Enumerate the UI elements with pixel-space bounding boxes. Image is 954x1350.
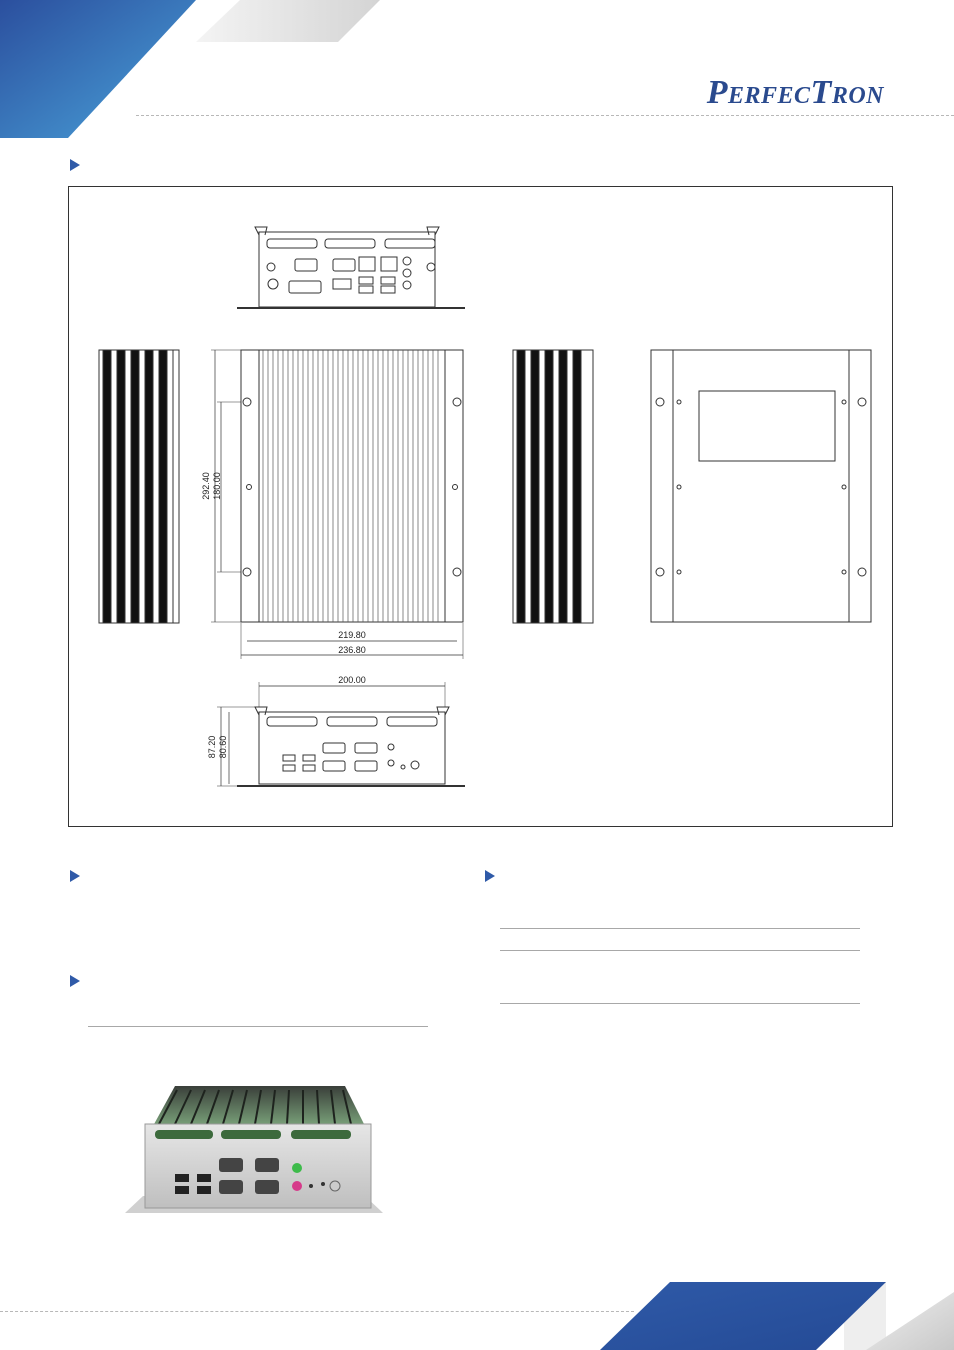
mechanical-drawing-frame [68, 186, 893, 827]
dim-height-front-total: 87.20 [207, 735, 217, 759]
section-arrow-icon [70, 159, 80, 171]
dim-height-total: 292.40 [201, 472, 211, 500]
product-front-photo [115, 1078, 390, 1228]
section-arrow-icon [70, 975, 80, 987]
dim-width-inner: 219.80 [338, 630, 366, 640]
top-view [211, 350, 463, 659]
table-rule [500, 950, 860, 951]
bottom-view [651, 350, 871, 622]
header-corner-decoration [0, 0, 954, 140]
dim-width-outer: 236.80 [338, 645, 366, 655]
table-rule [88, 1026, 428, 1027]
perfectron-logo: PERFECTRON [706, 74, 884, 111]
front-panel-view [217, 682, 465, 786]
header-dashed-divider [136, 115, 954, 116]
right-side-view [513, 350, 593, 623]
dim-height-hole: 180.00 [212, 472, 222, 500]
dim-width-front: 200.00 [338, 675, 366, 685]
footer-corner-decoration [0, 1270, 954, 1350]
left-side-view [99, 350, 179, 623]
table-rule [500, 928, 860, 929]
rear-panel-view [237, 227, 465, 308]
table-rule [500, 1003, 860, 1004]
section-arrow-icon [485, 870, 495, 882]
section-arrow-icon [70, 870, 80, 882]
mechanical-drawing [69, 187, 894, 828]
dim-height-front-body: 80.60 [218, 735, 228, 759]
